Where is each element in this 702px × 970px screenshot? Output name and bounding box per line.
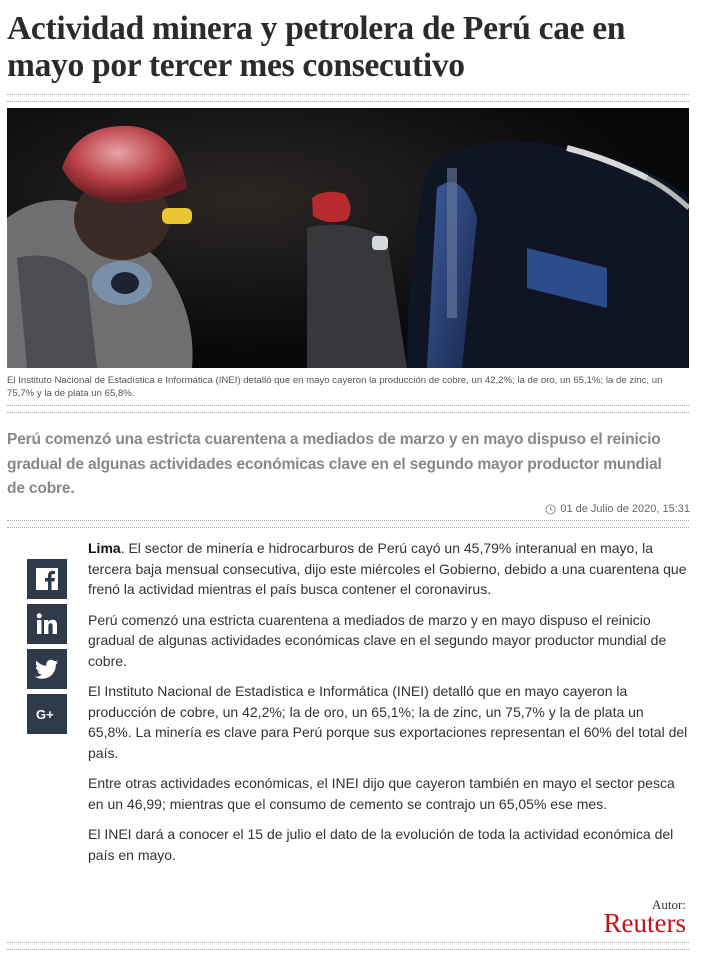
share-linkedin-button[interactable] (27, 604, 67, 644)
paragraph: Lima. El sector de minería e hidrocarburos de Perú cayó un 45,79% interanual en mayo, la tercera baja mensual consecutiva, dijo este miércoles el Gobierno, debido a una cuarentena que frenó la actividad mientras el país busca contener el coronavirus. (88, 540, 687, 597)
date-text: 01 de Julio de 2020, 15:31 (560, 503, 690, 515)
article-lead: Perú comenzó una estricta cuarentena a mediados de marzo y en mayo dispuso el reinicio gradual de algunas actividades económicas clave en el segundo mayor productor mundial de cobre. (7, 431, 662, 497)
divider (7, 405, 689, 413)
photo-caption: El Instituto Nacional de Estadística e Informática (INEI) detalló que en mayo cayeron la producción de cobre, un 42,2%; la de oro, un 65,1%; la de zinc, un 75,7% y la de plata un 65,8%. (7, 375, 663, 399)
svg-text:G+: G+ (36, 707, 54, 722)
facebook-icon (35, 567, 59, 591)
publish-date (545, 503, 690, 515)
article-photo (7, 108, 689, 368)
paragraph: Entre otras actividades económicas, el INEI dijo que cayeron también en mayo el sector pesca en un 46,99; mientras que el consumo de cemento se contrajo un 65,05% ese mes. (88, 775, 675, 812)
share-facebook-button[interactable] (27, 559, 67, 599)
author-name[interactable]: Reuters (603, 908, 686, 938)
divider (7, 942, 689, 950)
clock-icon (545, 504, 556, 515)
google-plus-icon (35, 702, 59, 726)
paragraph: El INEI dará a conocer el 15 de julio el dato de la evolución de toda la actividad económica del país en mayo. (88, 826, 674, 863)
linkedin-icon (35, 612, 59, 636)
paragraph: Perú comenzó una estricta cuarentena a mediados de marzo y en mayo dispuso el reinicio gradual de algunas actividades económicas clave en el segundo mayor productor mundial de cobre. (88, 611, 667, 669)
share-twitter-button[interactable] (27, 649, 67, 689)
divider (7, 520, 689, 528)
article-body (88, 538, 690, 875)
share-google-plus-button[interactable] (27, 694, 67, 734)
paragraph: El Instituto Nacional de Estadística e Informática (INEI) detalló que en mayo cayeron la producción de cobre, un 42,2%; la de oro, un 65,1%; la de zinc, un 75,7% y la de plata un 65,8%. La minería es clave para Perú porque sus exportaciones representan el 60% del total del país. (88, 683, 688, 761)
author-label: Autor: (652, 897, 686, 912)
article-headline: Actividad minera y petrolera de Perú cae en mayo por tercer mes consecutivo (7, 10, 626, 84)
twitter-icon (35, 657, 59, 681)
divider (7, 94, 689, 102)
dateline: Lima (88, 540, 121, 556)
